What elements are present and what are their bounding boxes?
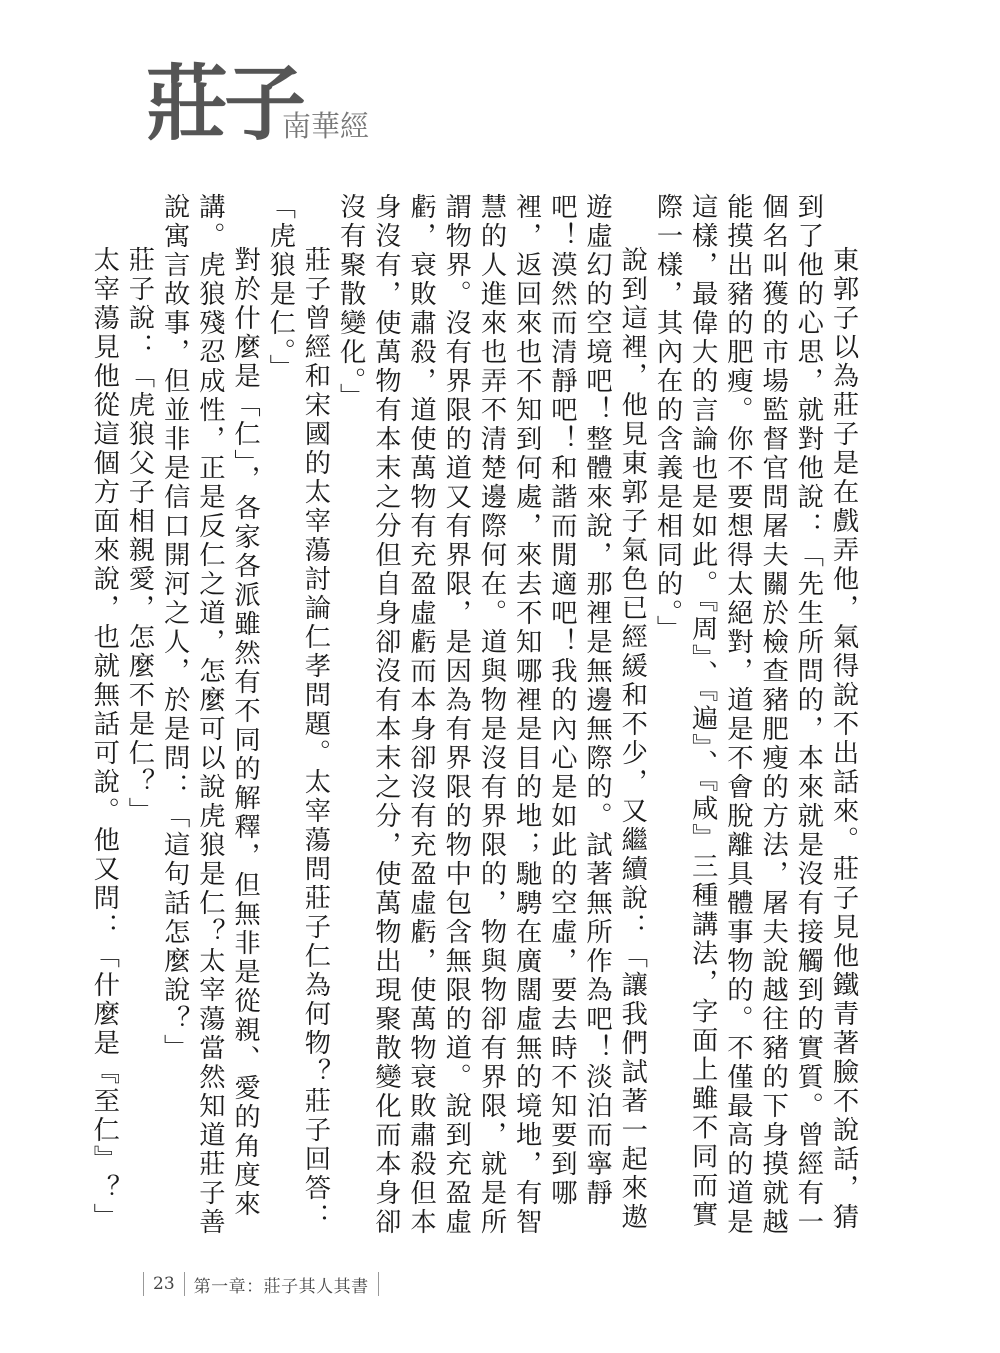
page-header (146, 58, 446, 158)
paragraph: 莊子說：「虎狼父子相親愛，怎麼不是仁？」 (123, 245, 154, 826)
paragraph: 對於什麼是「仁」，各家各派雖然有不同的解釋，但無非是從親、愛的角度來講。虎狼殘忍成性，正是反仁之道，怎麼可以說虎狼是仁？太宰蕩當然知道莊子善說寓言故事，但並非是信口開河之人，於是問：「這句話怎麼說？」 (159, 193, 260, 1237)
paragraph: 說到這裡，他見東郭子氣色已經緩和不少，又繼續說：「讓我們試著一起來遨遊虛幻的空境吧！整體來說，那裡是無邊無際的。試著無所作為吧！淡泊而寧靜吧！漠然而清靜吧！和諧而閒適吧！我的內心是如此的空虛，要去時不知要到哪裡，返回來也不知到何處，來去不知哪裡是目的地；馳騁在廣闊虛無的境地，有智慧的人進來也弄不清楚邊際何在。道與物是沒有界限的，物與物卻有界限，就是所謂物界。沒有界限的道又有界限，是因為有界限的物中包含無限的道。說到充盈虛虧，衰敗肅殺，道使萬物有充盈虛虧而本身卻沒有充盈虛虧，使萬物衰敗肅殺但本身沒有，使萬物有本末之分但自身卻沒有本末之分，使萬物出現聚散變化而本身卻沒有聚散變化。」 (335, 193, 647, 1237)
chapter-label: 第一章：莊子其人其書 (193, 1276, 369, 1297)
paragraph: 莊子曾經和宋國的太宰蕩討論仁孝問題。太宰蕩問莊子仁為何物？莊子回答：「虎狼是仁。」 (264, 193, 330, 1232)
paragraph: 太宰蕩見他從這個方面來說，也就無話可說。他又問：「什麼是『至仁』？」 (88, 245, 119, 1232)
footer-divider (378, 1272, 379, 1296)
book-title: 莊子 (146, 56, 303, 152)
book-subtitle: 南華經 (282, 109, 370, 143)
body-text (88, 193, 860, 1238)
paragraph: 東郭子以為莊子是在戲弄他，氣得說不出話來。莊子見他鐵青著臉不說話，猜到了他的心思，就對他說：「先生所問的，本來就是沒有接觸到的實質。曾經有一個名叫獲的市場監督官問屠夫關於檢查豬肥瘦的方法，屠夫說越往豬的下身摸就越能摸出豬的肥瘦。你不要想得太絕對，道是不會脫離具體事物的。不僅最高的道是這樣，最偉大的言論也是如此。『周』、『遍』、『咸』三種講法，字面上雖不同而實際一樣，其內在的含義是相同的。」 (651, 193, 858, 1237)
page-number: 23 (153, 1274, 175, 1294)
page-footer (143, 1268, 379, 1300)
